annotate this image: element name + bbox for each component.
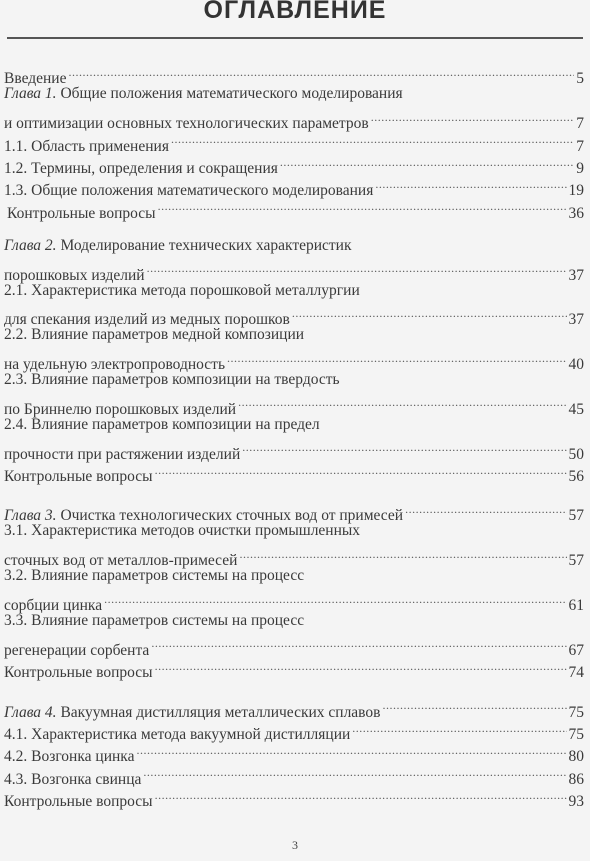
dot-leader (292, 302, 567, 324)
table-of-contents (4, 61, 584, 811)
toc-entry-2-4-line2[interactable] (4, 436, 584, 463)
toc-page-number: 9 (576, 159, 584, 177)
dot-leader (371, 106, 575, 128)
toc-entry-3-2-line2[interactable] (4, 588, 584, 614)
dot-leader (375, 173, 566, 195)
toc-entry-chapter-2-line2[interactable] (4, 257, 584, 284)
toc-page-number: 74 (568, 664, 584, 682)
toc-page-number: 5 (576, 70, 584, 88)
toc-page-number: 57 (568, 507, 584, 525)
toc-entry-text: 1.3. Общие положения математического моделирования (4, 182, 374, 200)
toc-entry-2-2-line2[interactable] (4, 347, 584, 374)
toc-entry-chapter-1-line2[interactable] (4, 106, 584, 133)
toc-page-number: 37 (568, 266, 584, 284)
toc-entry-text: Моделирование технических характеристик (56, 236, 352, 254)
toc-page-number: 19 (568, 182, 584, 200)
toc-page-number: 56 (568, 468, 584, 486)
toc-page-number: 93 (568, 793, 584, 811)
page-title: ОГЛАВЛЕНИЕ (203, 0, 387, 24)
toc-entry-text: для спекания изделий из медных порошков (4, 311, 290, 329)
toc-entry-chapter-4[interactable] (4, 694, 584, 721)
toc-page-number: 75 (568, 725, 584, 743)
dot-leader (155, 784, 567, 806)
chapter-label: Глава 3. (4, 507, 57, 525)
toc-entry-2-1-line1[interactable] (4, 280, 584, 302)
toc-entry-3-3-line2[interactable] (4, 632, 584, 659)
dot-leader (352, 717, 566, 739)
toc-entry-text: 4.1. Характеристика метода вакуумной дистилляции (4, 725, 351, 743)
toc-page-number: 61 (568, 596, 584, 614)
toc-entry-text: регенерации сорбента (4, 641, 150, 659)
toc-page-number: 50 (568, 445, 584, 463)
toc-entry-chapter-3[interactable] (4, 498, 584, 525)
toc-entry-text: 3.3. Влияние параметров системы на процесс (4, 611, 305, 629)
dot-leader (227, 347, 566, 369)
toc-entry-2-1-line2[interactable] (4, 302, 584, 329)
dot-leader (136, 739, 566, 761)
toc-entry-3-1-line1[interactable] (4, 520, 584, 542)
dot-leader (143, 761, 566, 783)
toc-entry-chapter-2-line1[interactable] (4, 235, 584, 257)
toc-entry-text: 3.2. Влияние параметров системы на процесс (4, 567, 305, 585)
dot-leader (238, 391, 566, 413)
dot-leader (280, 151, 574, 173)
dot-leader (155, 459, 567, 481)
toc-entry-3-1-line2[interactable] (4, 543, 584, 570)
toc-page-number: 57 (568, 552, 584, 570)
toc-entry-intro[interactable] (4, 61, 584, 88)
toc-page-number: 37 (568, 311, 584, 329)
chapter-label: Глава 2. (4, 236, 57, 254)
title-rule (7, 37, 583, 39)
toc-entry-text: Общие положения математического моделирования (56, 85, 403, 103)
toc-entry-text: Очистка технологических сточных вод от примесей (56, 507, 404, 525)
toc-entry-text: 3.1. Характеристика методов очистки промышленных (4, 522, 361, 540)
toc-page-number: 45 (568, 400, 584, 418)
dot-leader (405, 498, 566, 520)
toc-entry-text: 2.4. Влияние параметров композиции на предел (4, 415, 320, 433)
toc-entry-2-4-line1[interactable] (4, 414, 584, 436)
toc-entry-2-3-line1[interactable] (4, 369, 584, 391)
toc-entry-text: 1.2. Термины, определения и сокращения (4, 159, 278, 177)
toc-entry-text: 2.1. Характеристика метода порошковой металлургии (4, 281, 360, 299)
dot-leader (104, 588, 566, 610)
dot-leader (242, 436, 566, 458)
toc-entry-text: прочности при растяжении изделий (4, 445, 241, 463)
toc-page-number: 67 (568, 641, 584, 659)
toc-page-number: 36 (568, 204, 584, 222)
dot-leader (68, 61, 574, 83)
dot-leader (151, 632, 566, 654)
dot-leader (239, 543, 566, 565)
toc-entry-3-2-line1[interactable] (4, 565, 584, 587)
toc-entry-text: Контрольные вопросы (4, 793, 153, 811)
toc-entry-text: Введение (4, 70, 67, 88)
toc-entry-text: Контрольные вопросы (4, 468, 153, 486)
toc-entry-text: 2.3. Влияние параметров композиции на твердость (4, 371, 340, 389)
toc-entry-text: по Бриннелю порошковых изделий (4, 400, 237, 418)
chapter-label: Глава 4. (4, 703, 57, 721)
chapter-label: Глава 1. (4, 85, 57, 103)
toc-page-number: 86 (568, 770, 584, 788)
toc-entry-3-3-line1[interactable] (4, 610, 584, 632)
toc-entry-2-3-line2[interactable] (4, 391, 584, 418)
toc-entry-text: и оптимизации основных технологических параметров (4, 115, 369, 133)
dot-leader (155, 655, 567, 677)
toc-page-number: 80 (568, 748, 584, 766)
toc-entry-text: 2.2. Влияние параметров медной композиции (4, 326, 305, 344)
toc-entry-text: сорбции цинка (4, 596, 103, 614)
toc-entry-text: 4.3. Возгонка свинца (4, 770, 142, 788)
dot-leader (147, 257, 567, 279)
toc-entry-text: сточных вод от металлов-примесей (4, 552, 238, 570)
toc-entry-2-2-line1[interactable] (4, 324, 584, 346)
toc-entry-text: Контрольные вопросы (7, 204, 156, 222)
toc-entry-text: 1.1. Область применения (4, 137, 169, 155)
toc-page-number: 75 (568, 703, 584, 721)
toc-entry-text: Вакуумная дистилляция металлических сплавов (56, 703, 381, 721)
toc-entry-chapter-1-line1[interactable] (4, 83, 584, 105)
page-number: 3 (292, 838, 298, 852)
toc-page-number: 7 (576, 137, 584, 155)
toc-entry-text: 4.2. Возгонка цинка (4, 748, 135, 766)
toc-page-number: 7 (576, 115, 584, 133)
toc-entry-text: порошковых изделий (4, 266, 145, 284)
dot-leader (382, 694, 566, 716)
toc-entry-text: на удельную электропроводность (4, 356, 226, 374)
toc-page-number: 40 (568, 356, 584, 374)
dot-leader (171, 128, 574, 150)
dot-leader (158, 195, 567, 217)
toc-entry-text: Контрольные вопросы (4, 664, 153, 682)
